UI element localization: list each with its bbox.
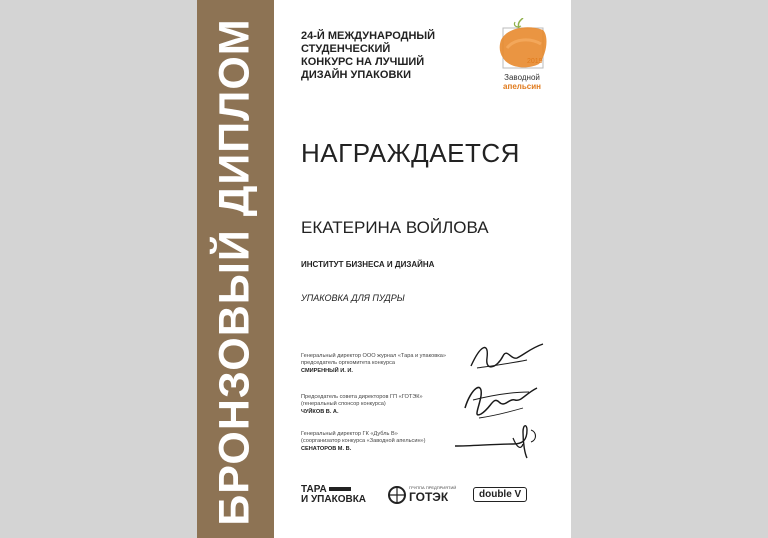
sponsor-logos [301,483,541,511]
signatory-title: Председатель совета директоров ГП «ГОТЭК» [301,394,423,400]
contest-logo [493,18,551,92]
signature-icon [459,378,543,424]
signatory-name: СМИРЕННЫЙ И. И. [301,367,353,374]
signatory-title: Генеральный директор ООО журнал «Тара и упаковка» [301,353,446,359]
signatory-title: Генеральный директор ГК «Дубль В» [301,431,398,437]
side-band [197,0,274,538]
tara-logo [301,485,366,505]
signatory-name: ЧУЙКОВ В. А. [301,408,339,415]
orange-logo-icon [493,18,551,74]
signature-icon [453,420,543,460]
logo-text-accent: апельсин [503,82,541,91]
double-v-logo: double V [473,487,527,502]
contest-line: СТУДЕНЧЕСКИЙ [301,43,391,55]
signatory-role: (генеральный спонсор конкурса) [301,401,386,408]
signatory-role: (соорганизатор конкурса «Заводной апельсин») [301,438,426,445]
diploma-sheet [197,0,571,538]
logo-year: 2019 [527,58,543,65]
work-title: УПАКОВКА ДЛЯ ПУДРЫ [301,293,405,303]
signatory-block [301,353,471,375]
signatory-role: председатель оргкомитета конкурса [301,360,396,367]
contest-line: ДИЗАЙН УПАКОВКИ [301,69,412,81]
signatory-block [301,394,471,416]
tara-logo-text: ТАРА [301,484,327,495]
signatory-name: СЕНАТОРОВ М. В. [301,445,352,452]
institution: ИНСТИТУТ БИЗНЕСА И ДИЗАЙНА [301,260,435,269]
logo-text: Заводной [504,73,540,82]
awarded-heading: НАГРАЖДАЕТСЯ [301,138,520,168]
gotek-subtitle: ГРУППА ПРЕДПРИЯТИЙ [409,485,457,490]
contest-line: КОНКУРС НА ЛУЧШИЙ [301,56,425,68]
recipient-name: ЕКАТЕРИНА ВОЙЛОВА [301,218,489,237]
signature-icon [467,338,547,378]
contest-line: 24-Й МЕЖДУНАРОДНЫЙ [301,30,436,42]
gotek-mark-icon [387,485,407,505]
tara-logo-text: И УПАКОВКА [301,494,367,505]
band-title: БРОНЗОВЫЙ ДИПЛОМ [210,18,259,526]
gotek-name: ГОТЭК [409,490,449,504]
signatory-block [301,431,471,453]
contest-title [301,30,491,82]
